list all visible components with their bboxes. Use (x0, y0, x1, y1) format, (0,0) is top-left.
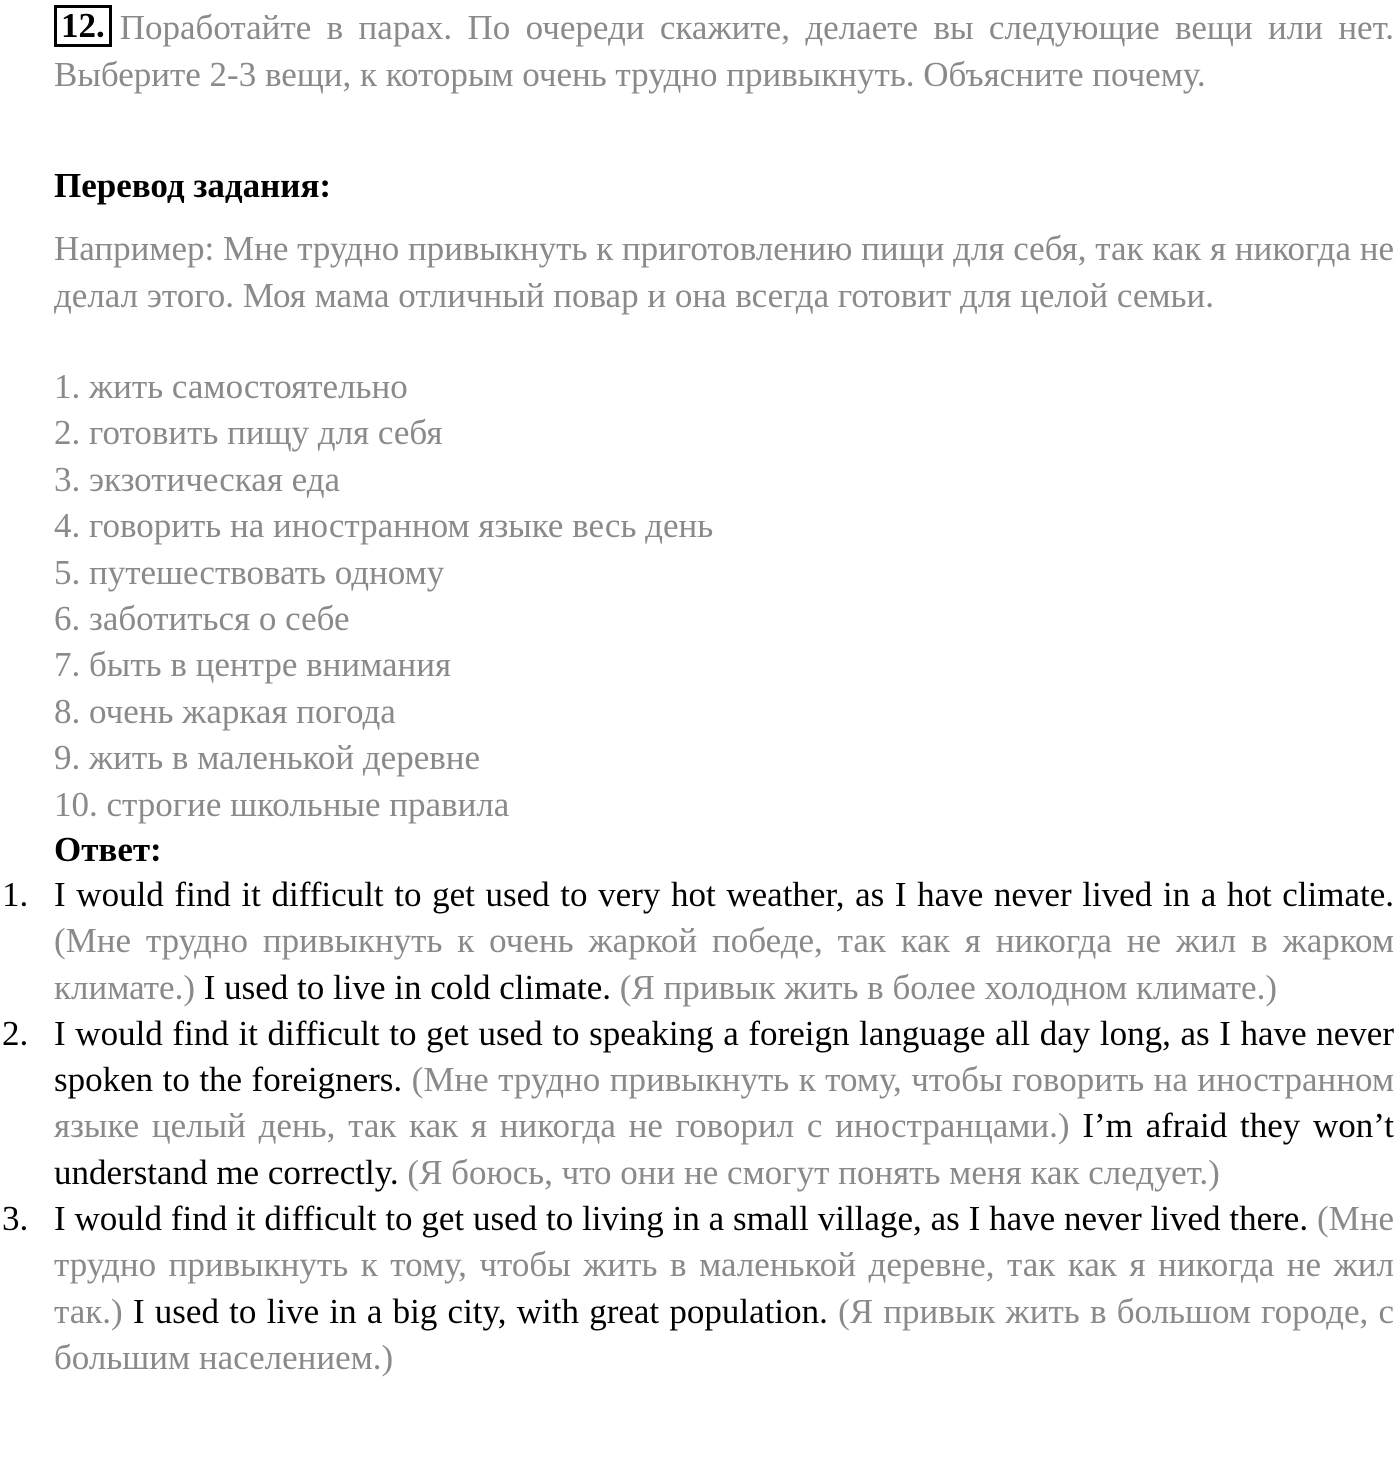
task-statement (54, 4, 1394, 98)
answer-english: I used to live in a big city, with great population. (132, 1291, 828, 1331)
answer-number: 1. (2, 875, 29, 914)
list-item: 8. очень жаркая погода (54, 691, 396, 731)
list-item: 9. жить в маленькой деревне (54, 738, 481, 778)
answer-english: I would find it difficult to get used to living in a small village, as I have never lived there. (54, 1199, 1309, 1239)
answer-english: I used to live in cold climate. (203, 967, 611, 1007)
list-item: 5. путешествовать одному (54, 552, 445, 592)
list-item: 2. готовить пищу для себя (54, 413, 443, 453)
answer-item (0, 872, 1394, 1011)
task-number: 12. (54, 5, 112, 47)
answer-item (0, 1196, 1394, 1381)
example-text: Например: Мне трудно привыкнуть к приготовлению пищи для себя, так как я никогда не делал этого. Моя мама отличный повар и она всегда готовит для целой семьи. (54, 229, 1395, 315)
task-text: Поработайте в парах. По очереди скажите, делаете вы следующие вещи или нет. Выберите 2-3 вещи, к которым очень трудно привыкнуть. Объясните почему. (54, 8, 1394, 94)
answer-english: I’m afraid they won’t understand me correctly. (54, 1106, 1395, 1192)
answer-russian: (Я боюсь, что они не смогут понять меня как следует.) (398, 1152, 1220, 1192)
answer-item (0, 1011, 1394, 1196)
answer-number: 3. (2, 1199, 29, 1239)
list-item: 7. быть в центре внимания (54, 645, 452, 685)
list-item: 10. строгие школьные правила (54, 784, 510, 824)
answer-english: I would find it difficult to get used to very hot weather, as I have never lived in a hot climate. (54, 875, 1394, 914)
answer-number: 2. (2, 1013, 29, 1053)
answer-russian: (Мне трудно привыкнуть к тому, чтобы жить в маленькой деревне, так как я никогда не жил так.) (54, 1199, 1394, 1331)
list-item: 4. говорить на иностранном языке весь день (54, 506, 714, 546)
answer-russian: (Я привык жить в более холодном климате.) (611, 967, 1277, 1007)
list-item: 3. экзотическая еда (54, 459, 341, 499)
translation-heading: Перевод задания: (54, 166, 332, 205)
list-item: 6. заботиться о себе (54, 599, 350, 639)
task-item-list (54, 364, 713, 828)
list-item: 1. жить самостоятельно (54, 367, 408, 406)
answer-russian: (Мне трудно привыкнуть к тому, чтобы говорить на иностранном языке целый день, так как я никогда не говорил с иностранцами.) (54, 1060, 1394, 1146)
answer-russian: (Я привык жить в большом городе, с большим населением.) (54, 1291, 1394, 1377)
answer-russian: (Мне трудно привыкнуть к очень жаркой победе, так как я никогда не жил в жарком климате.) (54, 921, 1394, 1007)
answer-list (0, 872, 1400, 1381)
answer-heading: Ответ: (54, 830, 162, 869)
answer-english: I would find it difficult to get used to speaking a foreign language all day long, as I have never spoken to the foreigners. (54, 1013, 1394, 1100)
